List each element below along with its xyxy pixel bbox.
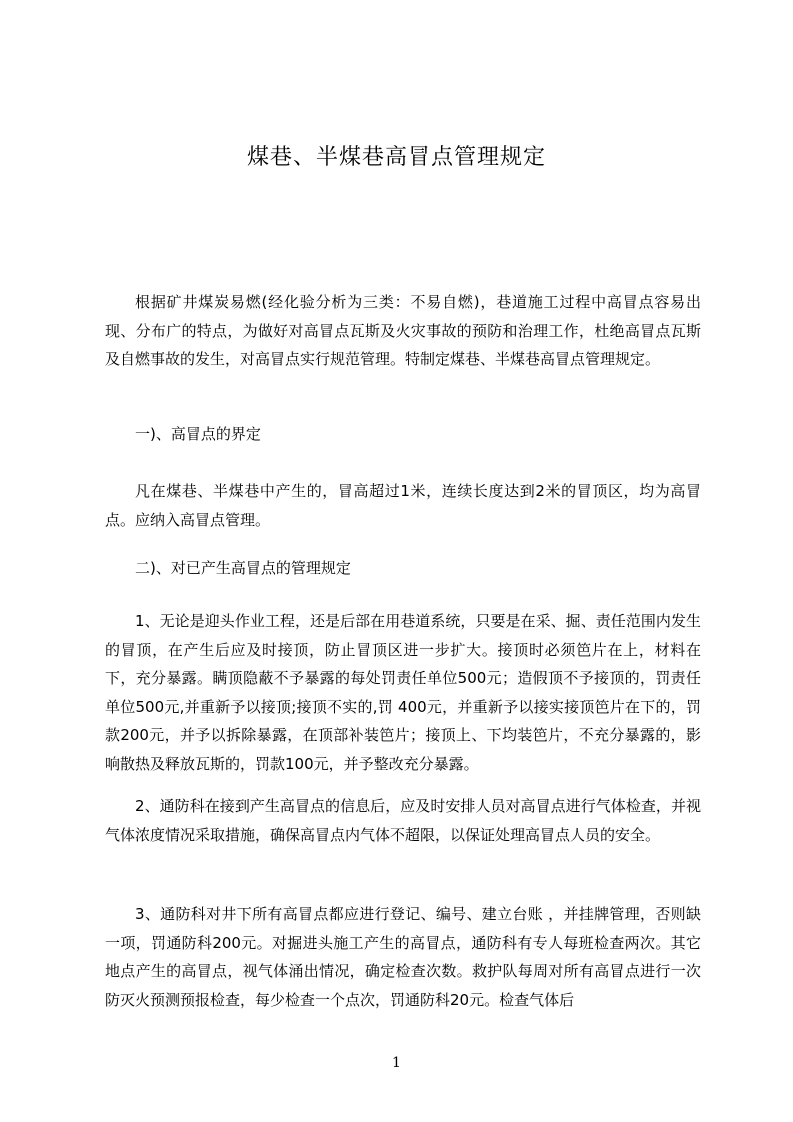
definition-paragraph: 凡在煤巷、半煤巷中产生的，冒高超过1米，连续长度达到2米的冒顶区，均为高冒点。应纳入高冒点管理。 — [105, 482, 701, 529]
section-heading-management: 二)、对已产生高冒点的管理规定 — [135, 559, 351, 577]
page-number: 1 — [392, 1055, 401, 1071]
rule-item-2: 2、通防科在接到产生高冒点的信息后，应及时安排人员对高冒点进行气体检查，并视气体浓度情况采取措施，确保高冒点内气体不超限，以保证处理高冒点人员的安全。 — [105, 797, 701, 844]
intro-paragraph: 根据矿井煤炭易燃(经化验分析为三类：不易自燃)，巷道施工过程中高冒点容易出现、分布广的特点，为做好对高冒点瓦斯及火灾事故的预防和治理工作，杜绝高冒点瓦斯及自燃事故的发生，对高冒点实行规范管理。特制定煤巷、半煤巷高冒点管理规定。 — [105, 293, 701, 368]
rule-item-3: 3、通防科对井下所有高冒点都应进行登记、编号、建立台账 ，并挂牌管理，否则缺一项，罚通防科200元。对掘进头施工产生的高冒点，通防科有专人每班检查两次。其它地点产生的高冒点，视气体涌出情况，确定检查次数。救护队每周对所有高冒点进行一次防灭火预测预报检查，每少检查一个点次，罚通防科20元。检查气体后 — [105, 905, 701, 1009]
section-heading-definition: 一)、高冒点的界定 — [135, 425, 261, 443]
document-title: 煤巷、半煤巷高冒点管理规定 — [246, 145, 546, 170]
rule-item-1: 1、无论是迎头作业工程，还是后部在用巷道系统，只要是在采、掘、责任范围内发生的冒顶，在产生后应及时接顶，防止冒顶区进一步扩大。接顶时必须笆片在上，材料在下，充分暴露。瞒顶隐蔽不予暴露的每处罚责任单位500元；造假顶不予接顶的，罚责任单位500元,并重新予以接顶;接顶不实的,罚 400元，并重新予以接实接顶笆片在下的，罚款200元，并予以拆除暴露，在顶部补装笆片；接顶上、下均装笆片，不充分暴露的，影响散热及释放瓦斯的，罚款100元，并予整改充分暴露。 — [105, 612, 701, 773]
